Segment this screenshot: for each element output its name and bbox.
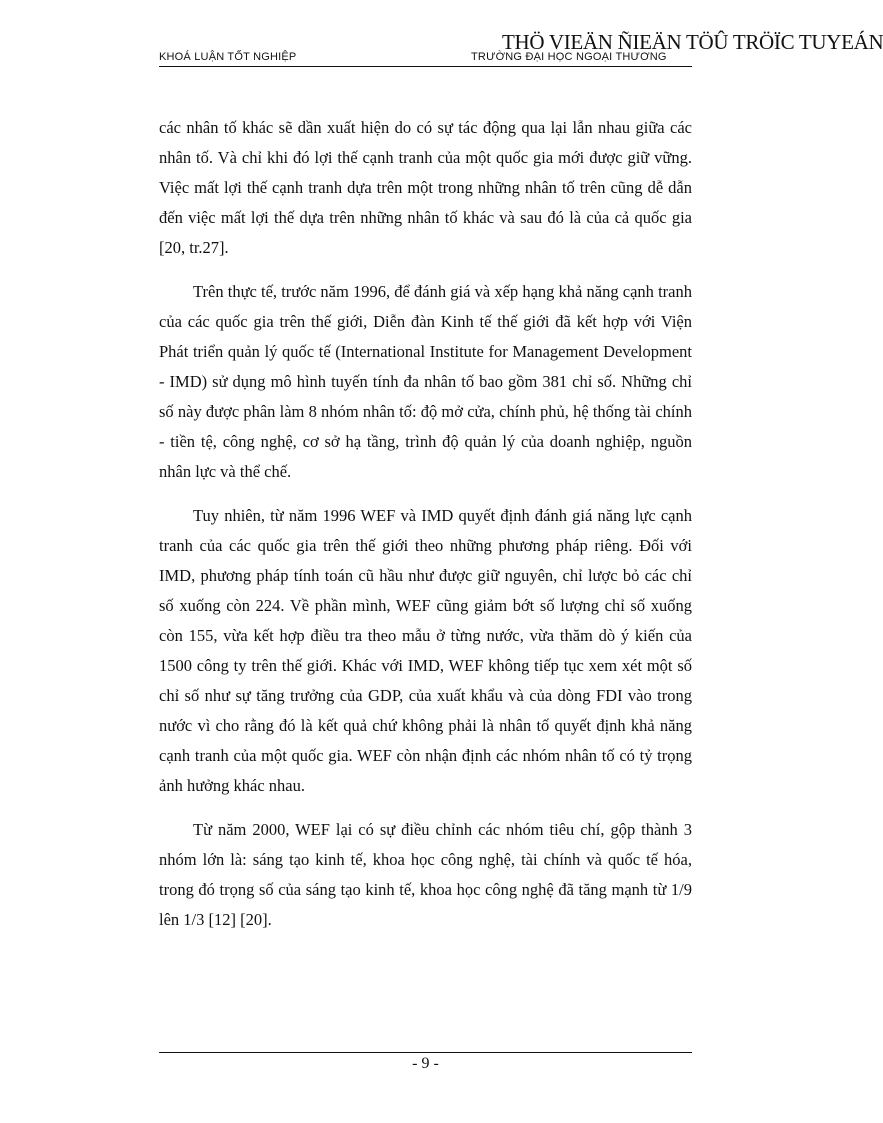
header-divider [159,66,692,67]
paragraph: Từ năm 2000, WEF lại có sự điều chỉnh các nhóm tiêu chí, gộp thành 3 nhóm lớn là: sáng tạo kinh tế, khoa học công nghệ, tài chính và quốc tế hóa, trong đó trọng số của sáng tạo kinh tế, khoa học công nghệ đã tăng mạnh từ 1/9 lên 1/3 [12] [20]. [159,820,692,929]
library-watermark: THÖ VIEÄN ÑIEÄN TÖÛ TRÖÏC TUYEÁN [502,30,883,54]
header-thesis-label: KHOÁ LUẬN TỐT NGHIỆP [159,51,297,63]
header-university-label: TRƯỜNG ĐẠI HỌC NGOẠI THƯƠNG [471,51,667,63]
page-number: - 9 - [412,1055,439,1072]
paragraph: Tuy nhiên, từ năm 1996 WEF và IMD quyết định đánh giá năng lực cạnh tranh của các quốc gia trên thế giới theo những phương pháp riêng. Đối với IMD, phương pháp tính toán cũ hầu như được giữ nguyên, chỉ lược bỏ các chỉ số xuống còn 224. Về phần mình, WEF cũng giảm bớt số lượng chỉ số xuống còn 155, vừa kết hợp điều tra theo mẫu ở từng nước, vừa thăm dò ý kiến của 1500 công ty trên thế giới. Khác với IMD, WEF không tiếp tục xem xét một số chỉ số như sự tăng trưởng của GDP, của xuất khẩu và của dòng FDI vào trong nước vì cho rằng đó là kết quả chứ không phải là nhân tố quyết định khả năng cạnh tranh của một quốc gia. WEF còn nhận định các nhóm nhân tố có tỷ trọng ảnh hưởng khác nhau. [159,506,692,795]
paragraph: Trên thực tế, trước năm 1996, để đánh giá và xếp hạng khả năng cạnh tranh của các quốc gia trên thế giới, Diễn đàn Kinh tế thế giới đã kết hợp với Viện Phát triển quản lý quốc tế (International Institute for Management Development - IMD) sử dụng mô hình tuyến tính đa nhân tố bao gồm 381 chỉ số. Những chỉ số này được phân làm 8 nhóm nhân tố: độ mở cửa, chính phủ, hệ thống tài chính - tiền tệ, công nghệ, cơ sở hạ tầng, trình độ quản lý của doanh nghiệp, nguồn nhân lực và thể chế. [159,282,692,481]
paragraph-continuation: các nhân tố khác sẽ dần xuất hiện do có sự tác động qua lại lẫn nhau giữa các nhân tố. Và chỉ khi đó lợi thế cạnh tranh của một quốc gia mới được giữ vững. Việc mất lợi thế cạnh tranh dựa trên một trong những nhân tố trên cũng dễ dẫn đến việc mất lợi thế dựa trên những nhân tố khác và sau đó là của cả quốc gia [20, tr.27]. [159,118,692,257]
footer-divider [159,1052,692,1053]
document-body [159,113,692,949]
